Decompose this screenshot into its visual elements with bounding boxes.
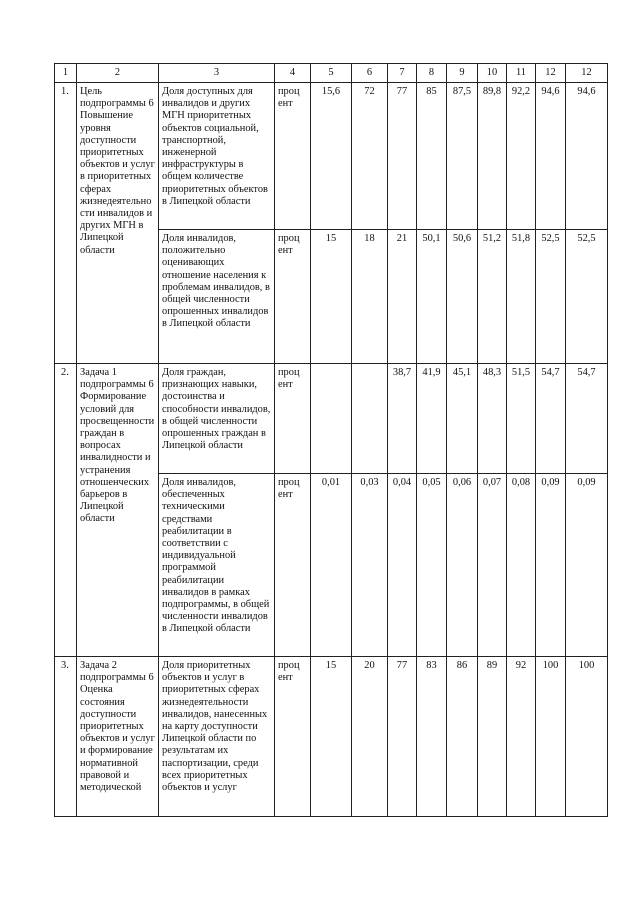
value-cell: 0,07 <box>478 474 507 657</box>
indicator-name: Доля инвалидов, обеспеченных техническими средствами реабилитации в соответствии с индивидуальной программой реабилитации инвалидов в рамках подпрограммы, в общей численности инвалидов в Липецкой области <box>159 474 275 657</box>
value-cell: 86 <box>447 657 478 817</box>
row-number: 2. <box>55 364 77 657</box>
indicator-name: Доля приоритетных объектов и услуг в приоритетных сферах жизнедеятельности инвалидов, нанесенных на карту доступности Липецкой области по результатам их паспортизации, среди всех приоритетных объектов и услуг <box>159 657 275 817</box>
header-cell: 10 <box>478 64 507 83</box>
value-cell: 52,5 <box>536 230 566 364</box>
task-cell: Задача 1 подпрограммы 6 Формирование условий для просвещенности граждан в вопросах инвалидности и устранения отношенческих барьеров в Липецкой области <box>77 364 159 657</box>
value-cell: 15 <box>311 657 352 817</box>
value-cell: 92 <box>507 657 536 817</box>
value-cell: 89,8 <box>478 83 507 230</box>
header-cell: 7 <box>388 64 417 83</box>
value-cell: 41,9 <box>417 364 447 474</box>
header-cell: 3 <box>159 64 275 83</box>
value-cell: 0,09 <box>566 474 608 657</box>
value-cell <box>311 364 352 474</box>
value-cell: 0,03 <box>352 474 388 657</box>
value-cell: 94,6 <box>536 83 566 230</box>
indicators-table <box>54 63 608 817</box>
value-cell: 87,5 <box>447 83 478 230</box>
table-row <box>55 657 608 817</box>
header-cell: 1 <box>55 64 77 83</box>
value-cell: 54,7 <box>566 364 608 474</box>
value-cell: 0,01 <box>311 474 352 657</box>
header-cell: 8 <box>417 64 447 83</box>
header-cell: 12 <box>536 64 566 83</box>
header-cell: 9 <box>447 64 478 83</box>
table-row <box>55 83 608 230</box>
task-cell: Задача 2 подпрограммы 6 Оценка состояния доступности приоритетных объектов и услуг и формирование нормативной правовой и методической <box>77 657 159 817</box>
value-cell: 94,6 <box>566 83 608 230</box>
header-cell: 11 <box>507 64 536 83</box>
value-cell: 0,08 <box>507 474 536 657</box>
value-cell: 51,5 <box>507 364 536 474</box>
indicator-name: Доля доступных для инвалидов и других МГН приоритетных объектов социальной, транспортной, инженерной инфраструктуры в общем количестве приоритетных объектов в Липецкой области <box>159 83 275 230</box>
value-cell: 89 <box>478 657 507 817</box>
indicator-name: Доля инвалидов, положительно оценивающих отношение населения к проблемам инвалидов, в общей численности опрошенных инвалидов в Липецкой области <box>159 230 275 364</box>
unit-cell: проц ент <box>275 474 311 657</box>
value-cell: 72 <box>352 83 388 230</box>
value-cell: 54,7 <box>536 364 566 474</box>
value-cell: 0,05 <box>417 474 447 657</box>
value-cell: 50,6 <box>447 230 478 364</box>
value-cell: 51,8 <box>507 230 536 364</box>
unit-cell: проц ент <box>275 364 311 474</box>
table-row <box>55 364 608 474</box>
value-cell: 45,1 <box>447 364 478 474</box>
unit-cell: проц ент <box>275 83 311 230</box>
value-cell: 15 <box>311 230 352 364</box>
value-cell: 48,3 <box>478 364 507 474</box>
value-cell: 51,2 <box>478 230 507 364</box>
value-cell: 15,6 <box>311 83 352 230</box>
value-cell: 50,1 <box>417 230 447 364</box>
header-cell: 12 <box>566 64 608 83</box>
value-cell: 18 <box>352 230 388 364</box>
header-cell: 5 <box>311 64 352 83</box>
value-cell: 21 <box>388 230 417 364</box>
goal-cell: Цель подпрограммы 6 Повышение уровня доступности приоритетных объектов и услуг в приоритетных сферах жизнедеятельно сти инвалидов и других МГН в Липецкой области <box>77 83 159 364</box>
value-cell: 83 <box>417 657 447 817</box>
value-cell <box>352 364 388 474</box>
value-cell: 100 <box>566 657 608 817</box>
header-cell: 4 <box>275 64 311 83</box>
value-cell: 52,5 <box>566 230 608 364</box>
row-number: 3. <box>55 657 77 817</box>
indicator-name: Доля граждан, признающих навыки, достоинства и способности инвалидов, в общей численности опрошенных граждан в Липецкой области <box>159 364 275 474</box>
header-row <box>55 64 608 83</box>
value-cell: 77 <box>388 83 417 230</box>
header-cell: 6 <box>352 64 388 83</box>
unit-cell: проц ент <box>275 230 311 364</box>
header-cell: 2 <box>77 64 159 83</box>
unit-cell: проц ент <box>275 657 311 817</box>
value-cell: 92,2 <box>507 83 536 230</box>
value-cell: 0,04 <box>388 474 417 657</box>
value-cell: 0,06 <box>447 474 478 657</box>
value-cell: 85 <box>417 83 447 230</box>
value-cell: 77 <box>388 657 417 817</box>
value-cell: 100 <box>536 657 566 817</box>
value-cell: 0,09 <box>536 474 566 657</box>
value-cell: 38,7 <box>388 364 417 474</box>
row-number: 1. <box>55 83 77 364</box>
value-cell: 20 <box>352 657 388 817</box>
